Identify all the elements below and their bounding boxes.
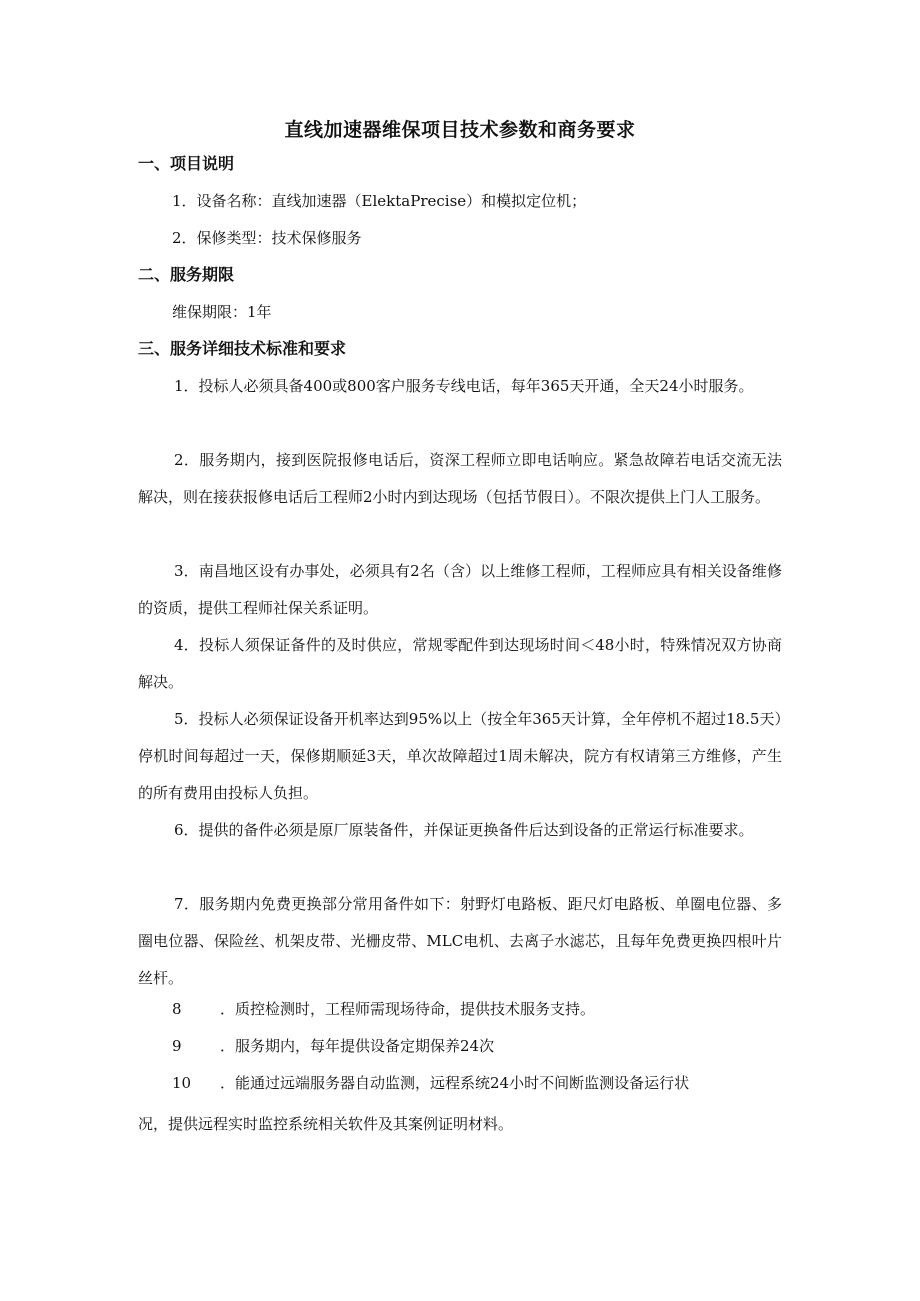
section-heading-service-period: 二、服务期限 — [138, 265, 235, 284]
service-period-text: 维保期限：1年 — [172, 303, 272, 321]
requirement-item-2: 2．服务期内，接到医院报修电话后，资深工程师立即电话响应。紧急故障若电话交流无法解决，则在接获报修电话后工程师2小时内到达现场（包括节假日）。不限次提供上门人工服务。 — [138, 451, 782, 506]
requirement-item-8 — [172, 997, 595, 1021]
requirement-item-9-number: 9 — [172, 1037, 182, 1055]
requirement-item-4: 4．投标人须保证备件的及时供应，常规零配件到达现场时间＜48小时，特殊情况双方协商解决。 — [138, 636, 782, 691]
requirement-item-10-number: 10 — [172, 1074, 192, 1092]
project-item-2: 2．保修类型：技术保修服务 — [172, 229, 362, 247]
project-item-1: 1．设备名称：直线加速器（ElektaPrecise）和模拟定位机； — [172, 192, 587, 210]
requirement-item-10-text: ．能通过远端服务器自动监测，远程系统24小时不间断监测设备运行状 — [220, 1074, 690, 1092]
requirement-item-9 — [172, 1034, 494, 1058]
requirement-item-1: 1．投标人必须具备400或800客户服务专线电话，每年365天开通，全天24小时服务。 — [174, 377, 754, 395]
section-heading-technical-requirements: 三、服务详细技术标准和要求 — [138, 339, 347, 358]
requirement-item-8-text: ．质控检测时，工程师需现场待命，提供技术服务支持。 — [220, 1000, 596, 1018]
requirement-item-9-text: ．服务期内，每年提供设备定期保养24次 — [220, 1037, 495, 1055]
requirement-item-8-number: 8 — [172, 1000, 182, 1018]
requirement-item-10-continuation: 况，提供远程实时监控系统相关软件及其案例证明材料。 — [138, 1115, 514, 1133]
requirement-item-3: 3．南昌地区设有办事处，必须具有2名（含）以上维修工程师，工程师应具有相关设备维修的资质，提供工程师社保关系证明。 — [138, 562, 782, 617]
section-heading-project-description: 一、项目说明 — [138, 154, 235, 173]
requirement-item-7: 7．服务期内免费更换部分常用备件如下：射野灯电路板、距尺灯电路板、单圈电位器、多圈电位器、保险丝、机架皮带、光栅皮带、MLC电机、去离子水滤芯，且每年免费更换四根叶片丝杆。 — [138, 895, 782, 987]
requirement-item-10 — [172, 1071, 689, 1095]
requirement-item-6: 6．提供的备件必须是原厂原装备件，并保证更换备件后达到设备的正常运行标准要求。 — [174, 821, 754, 839]
requirement-item-5: 5．投标人必须保证设备开机率达到95%以上（按全年365天计算，全年停机不超过18.5天）停机时间每超过一天，保修期顺延3天，单次故障超过1周未解决，院方有权请第三方维修，产生的所有费用由投标人负担。 — [138, 710, 782, 802]
document-title: 直线加速器维保项目技术参数和商务要求 — [284, 119, 636, 141]
